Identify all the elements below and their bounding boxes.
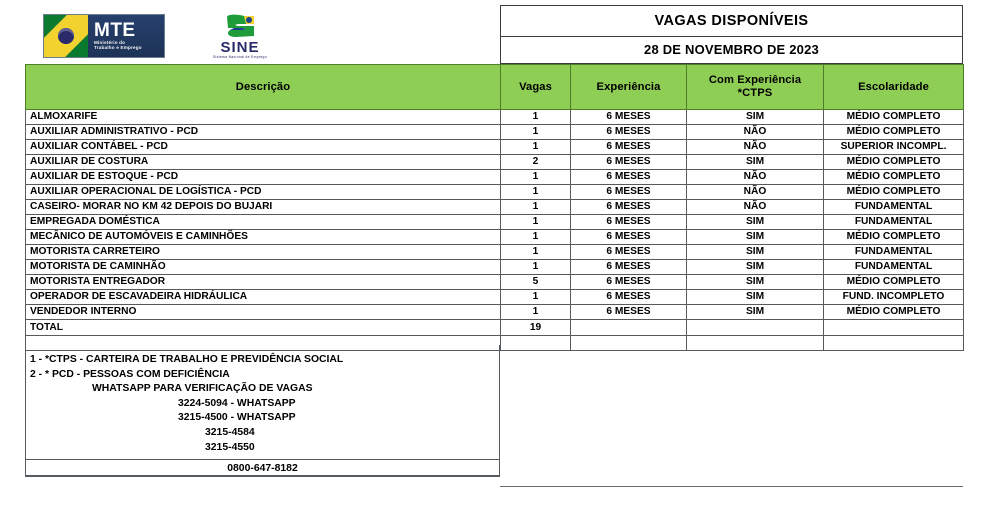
page-title: VAGAS DISPONÍVEIS xyxy=(501,6,962,37)
cell-ctps xyxy=(687,336,824,351)
table-body xyxy=(26,110,964,351)
sine-wordmark: SINE xyxy=(220,38,260,56)
cell-descricao: MOTORISTA ENTREGADOR xyxy=(26,275,501,290)
cell-ctps: SIM xyxy=(687,305,824,320)
cell-escolaridade: MÉDIO COMPLETO xyxy=(824,155,964,170)
cell-experiencia: 6 MESES xyxy=(571,290,687,305)
table-row xyxy=(26,290,964,305)
column-header-escolaridade: Escolaridade xyxy=(824,65,964,110)
sine-logo xyxy=(213,13,267,60)
cell-experiencia: 6 MESES xyxy=(571,200,687,215)
cell-vagas: 1 xyxy=(501,125,571,140)
cell-experiencia xyxy=(571,320,687,336)
note-ctps-legend: 1 - *CTPS - CARTEIRA DE TRABALHO E PREVIDÊNCIA SOCIAL xyxy=(30,354,344,365)
mte-wordmark xyxy=(88,15,164,57)
cell-descricao: CASEIRO- MORAR NO KM 42 DEPOIS DO BUJARI xyxy=(26,200,501,215)
cell-vagas: 2 xyxy=(501,155,571,170)
table-row xyxy=(26,215,964,230)
mte-acronym: MTE xyxy=(94,19,136,41)
cell-descricao: MOTORISTA CARRETEIRO xyxy=(26,245,501,260)
cell-ctps: NÃO xyxy=(687,170,824,185)
column-header-com-experiencia-ctps xyxy=(687,65,824,110)
contact-phone-4: 3215-4550 xyxy=(205,441,255,453)
contact-phone-toll-free: 0800-647-8182 xyxy=(25,459,500,476)
cell-vagas: 1 xyxy=(501,200,571,215)
cell-escolaridade: FUNDAMENTAL xyxy=(824,215,964,230)
sine-tagline: Sistema Nacional de Emprego xyxy=(213,54,267,59)
cell-ctps: SIM xyxy=(687,275,824,290)
cell-ctps xyxy=(687,320,824,336)
cell-ctps: SIM xyxy=(687,290,824,305)
cell-experiencia: 6 MESES xyxy=(571,260,687,275)
cell-vagas: 1 xyxy=(501,170,571,185)
cell-descricao: AUXILIAR CONTÁBEL - PCD xyxy=(26,140,501,155)
cell-ctps: NÃO xyxy=(687,125,824,140)
cell-escolaridade: MÉDIO COMPLETO xyxy=(824,305,964,320)
cell-vagas: 1 xyxy=(501,110,571,125)
table-row xyxy=(26,155,964,170)
footer-rule xyxy=(500,486,963,487)
cell-descricao: VENDEDOR INTERNO xyxy=(26,305,501,320)
column-header-ctps-line1: Com Experiência xyxy=(708,74,802,86)
table-header xyxy=(26,65,964,110)
cell-vagas: 1 xyxy=(501,185,571,200)
cell-vagas xyxy=(501,336,571,351)
cell-vagas: 1 xyxy=(501,140,571,155)
cell-escolaridade xyxy=(824,320,964,336)
vacancy-table xyxy=(25,64,964,351)
notes-block xyxy=(25,345,500,477)
cell-experiencia: 6 MESES xyxy=(571,170,687,185)
cell-escolaridade: SUPERIOR INCOMPL. xyxy=(824,140,964,155)
cell-escolaridade: FUNDAMENTAL xyxy=(824,260,964,275)
cell-experiencia: 6 MESES xyxy=(571,110,687,125)
cell-descricao: AUXILIAR ADMINISTRATIVO - PCD xyxy=(26,125,501,140)
cell-ctps: SIM xyxy=(687,260,824,275)
cell-descricao: OPERADOR DE ESCAVADEIRA HIDRÁULICA xyxy=(26,290,501,305)
cell-ctps: NÃO xyxy=(687,185,824,200)
cell-escolaridade: MÉDIO COMPLETO xyxy=(824,275,964,290)
cell-escolaridade: MÉDIO COMPLETO xyxy=(824,170,964,185)
cell-experiencia: 6 MESES xyxy=(571,305,687,320)
cell-ctps: SIM xyxy=(687,155,824,170)
table-row xyxy=(26,275,964,290)
table-row xyxy=(26,230,964,245)
cell-descricao: MOTORISTA DE CAMINHÃO xyxy=(26,260,501,275)
cell-escolaridade: FUNDAMENTAL xyxy=(824,200,964,215)
cell-experiencia: 6 MESES xyxy=(571,230,687,245)
table-row xyxy=(26,125,964,140)
cell-descricao: TOTAL xyxy=(26,320,501,336)
cell-escolaridade: MÉDIO COMPLETO xyxy=(824,230,964,245)
cell-escolaridade: MÉDIO COMPLETO xyxy=(824,125,964,140)
contact-phone-2: 3215-4500 - WHATSAPP xyxy=(178,412,296,424)
cell-experiencia xyxy=(571,336,687,351)
cell-experiencia: 6 MESES xyxy=(571,185,687,200)
mte-subtitle-line2: Trabalho e Emprego xyxy=(94,45,142,50)
cell-vagas: 1 xyxy=(501,290,571,305)
cell-vagas: 1 xyxy=(501,260,571,275)
cell-descricao: AUXILIAR DE ESTOQUE - PCD xyxy=(26,170,501,185)
contact-phone-1: 3224-5094 - WHATSAPP xyxy=(178,397,296,409)
column-header-vagas: Vagas xyxy=(501,65,571,110)
cell-escolaridade: MÉDIO COMPLETO xyxy=(824,185,964,200)
cell-experiencia: 6 MESES xyxy=(571,155,687,170)
cell-ctps: NÃO xyxy=(687,140,824,155)
cell-vagas: 19 xyxy=(501,320,571,336)
logo-band xyxy=(25,8,499,64)
cell-vagas: 1 xyxy=(501,305,571,320)
cell-vagas: 5 xyxy=(501,275,571,290)
table-row xyxy=(26,305,964,320)
cell-descricao: ALMOXARIFE xyxy=(26,110,501,125)
mte-logo xyxy=(43,14,165,58)
contact-phone-3: 3215-4584 xyxy=(205,426,255,438)
table-row xyxy=(26,245,964,260)
cell-experiencia: 6 MESES xyxy=(571,215,687,230)
cell-ctps: SIM xyxy=(687,215,824,230)
table-row xyxy=(26,110,964,125)
cell-escolaridade: FUND. INCOMPLETO xyxy=(824,290,964,305)
table-total-row xyxy=(26,320,964,336)
table-row xyxy=(26,260,964,275)
title-block xyxy=(500,5,963,64)
cell-ctps: SIM xyxy=(687,110,824,125)
table-row xyxy=(26,185,964,200)
cell-vagas: 1 xyxy=(501,215,571,230)
cell-descricao: EMPREGADA DOMÉSTICA xyxy=(26,215,501,230)
cell-descricao: AUXILIAR OPERACIONAL DE LOGÍSTICA - PCD xyxy=(26,185,501,200)
cell-descricao: MECÂNICO DE AUTOMÓVEIS E CAMINHÕES xyxy=(26,230,501,245)
cell-escolaridade: FUNDAMENTAL xyxy=(824,245,964,260)
cell-escolaridade: MÉDIO COMPLETO xyxy=(824,110,964,125)
table-row xyxy=(26,200,964,215)
mte-subtitle-line1: Ministério do xyxy=(94,39,126,45)
cell-experiencia: 6 MESES xyxy=(571,125,687,140)
cell-vagas: 1 xyxy=(501,245,571,260)
cell-experiencia: 6 MESES xyxy=(571,140,687,155)
column-header-experiencia: Experiência xyxy=(571,65,687,110)
cell-experiencia: 6 MESES xyxy=(571,275,687,290)
note-pcd-legend: 2 - * PCD - PESSOAS COM DEFICIÊNCIA xyxy=(30,368,230,380)
table-row xyxy=(26,140,964,155)
table-row xyxy=(26,170,964,185)
table-header-row xyxy=(26,65,964,110)
brazil-flag-icon xyxy=(44,15,88,57)
cell-ctps: NÃO xyxy=(687,200,824,215)
cell-escolaridade xyxy=(824,336,964,351)
cell-vagas: 1 xyxy=(501,230,571,245)
column-header-ctps-line2: *CTPS xyxy=(737,87,773,99)
cell-descricao: AUXILIAR DE COSTURA xyxy=(26,155,501,170)
sine-mark-icon xyxy=(224,13,256,39)
cell-ctps: SIM xyxy=(687,230,824,245)
note-whatsapp-heading: WHATSAPP PARA VERIFICAÇÃO DE VAGAS xyxy=(92,383,313,395)
bulletin-date: 28 DE NOVEMBRO DE 2023 xyxy=(644,41,819,57)
column-header-descricao: Descrição xyxy=(26,65,501,110)
cell-ctps: SIM xyxy=(687,245,824,260)
cell-experiencia: 6 MESES xyxy=(571,245,687,260)
